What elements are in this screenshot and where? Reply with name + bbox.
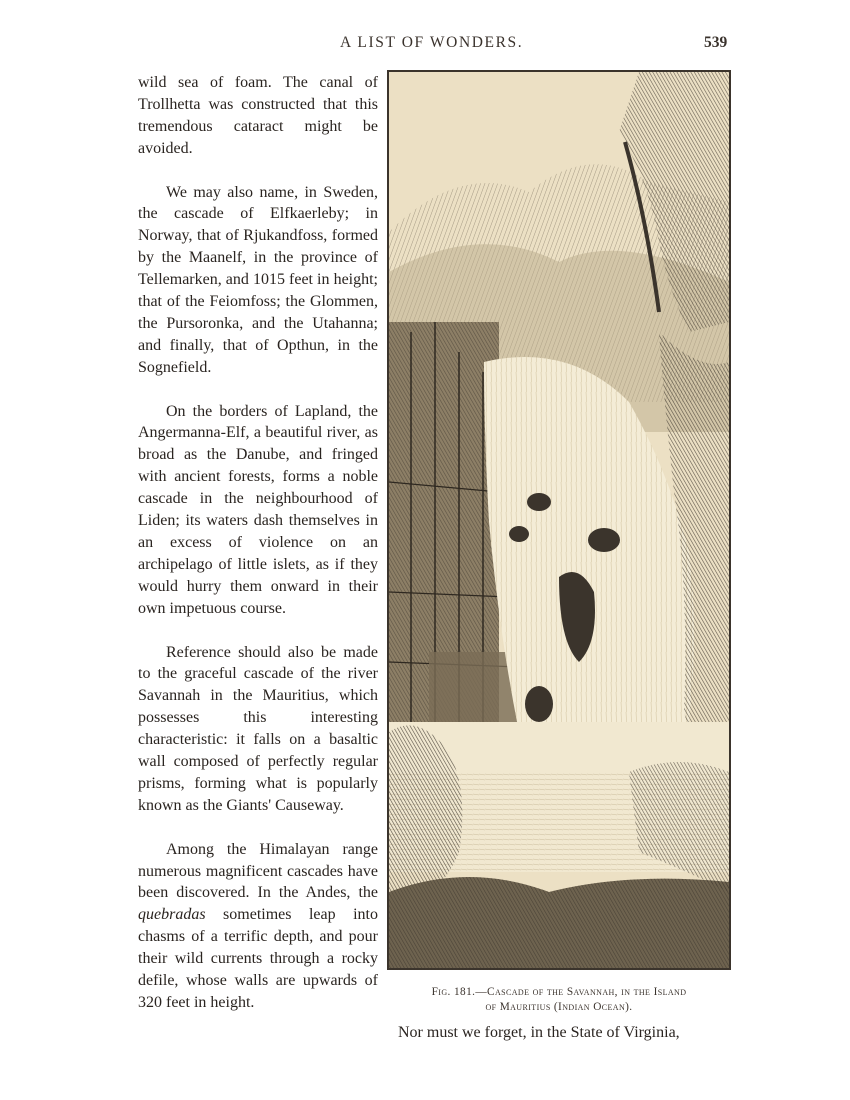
paragraph-5-text-a: Among the Himalayan range numerous magnificent cascades have been discovered. In the Andes, the <box>138 840 378 902</box>
waterfall-engraving <box>389 72 729 968</box>
engraving-figure <box>387 70 731 970</box>
figure-caption <box>392 985 726 1015</box>
running-head <box>0 34 850 56</box>
paragraph-5 <box>138 839 378 1014</box>
paragraph-4: Reference should also be made to the graceful cascade of the river Savannah in the Mauritius, which possesses this interesting characteristic: it falls on a basaltic wall composed of perfectly regular prisms, forming what is popularly known as the Giants' Causeway. <box>138 643 378 814</box>
continuation-line: Nor must we forget, in the State of Virginia, <box>398 1024 680 1041</box>
caption-line-1: Fig. 181.—Cascade of the Savannah, in the Island <box>431 986 687 998</box>
running-title: A LIST OF WONDERS. <box>340 34 524 51</box>
paragraph-2: We may also name, in Sweden, the cascade of Elfkaerleby; in Norway, that of Rjukandfoss, formed by the Maanelf, in the province of Tellemarken, and 1015 feet in height; that of the Feiomfoss; the Glommen, the Pursoronka, and the Utahanna; and finally, that of Opthun, in the Sognefield. <box>138 183 378 376</box>
text-column <box>138 72 378 1014</box>
paragraph-1: wild sea of foam. The canal of Trollhetta was constructed that this tremendous cataract might be avoided. <box>138 74 378 157</box>
caption-line-2: of Mauritius (Indian Ocean). <box>485 1001 633 1013</box>
page-number: 539 <box>704 34 728 51</box>
paragraph-5-text-b: sometimes leap into chasms of a terrific depth, and pour their wild currents through a rocky defile, whose walls are upwards of 320 feet in height. <box>138 906 378 1011</box>
paragraph-3: On the borders of Lapland, the Angermanna-Elf, a beautiful river, as broad as the Danube, and fringed with ancient forests, forms a noble cascade in the neighbourhood of Liden; its waters dash themselves in an excess of violence on an archipelago of little islets, as if they would hurry them onward in their own impetuous course. <box>138 402 378 617</box>
italic-term: quebradas <box>138 906 206 924</box>
